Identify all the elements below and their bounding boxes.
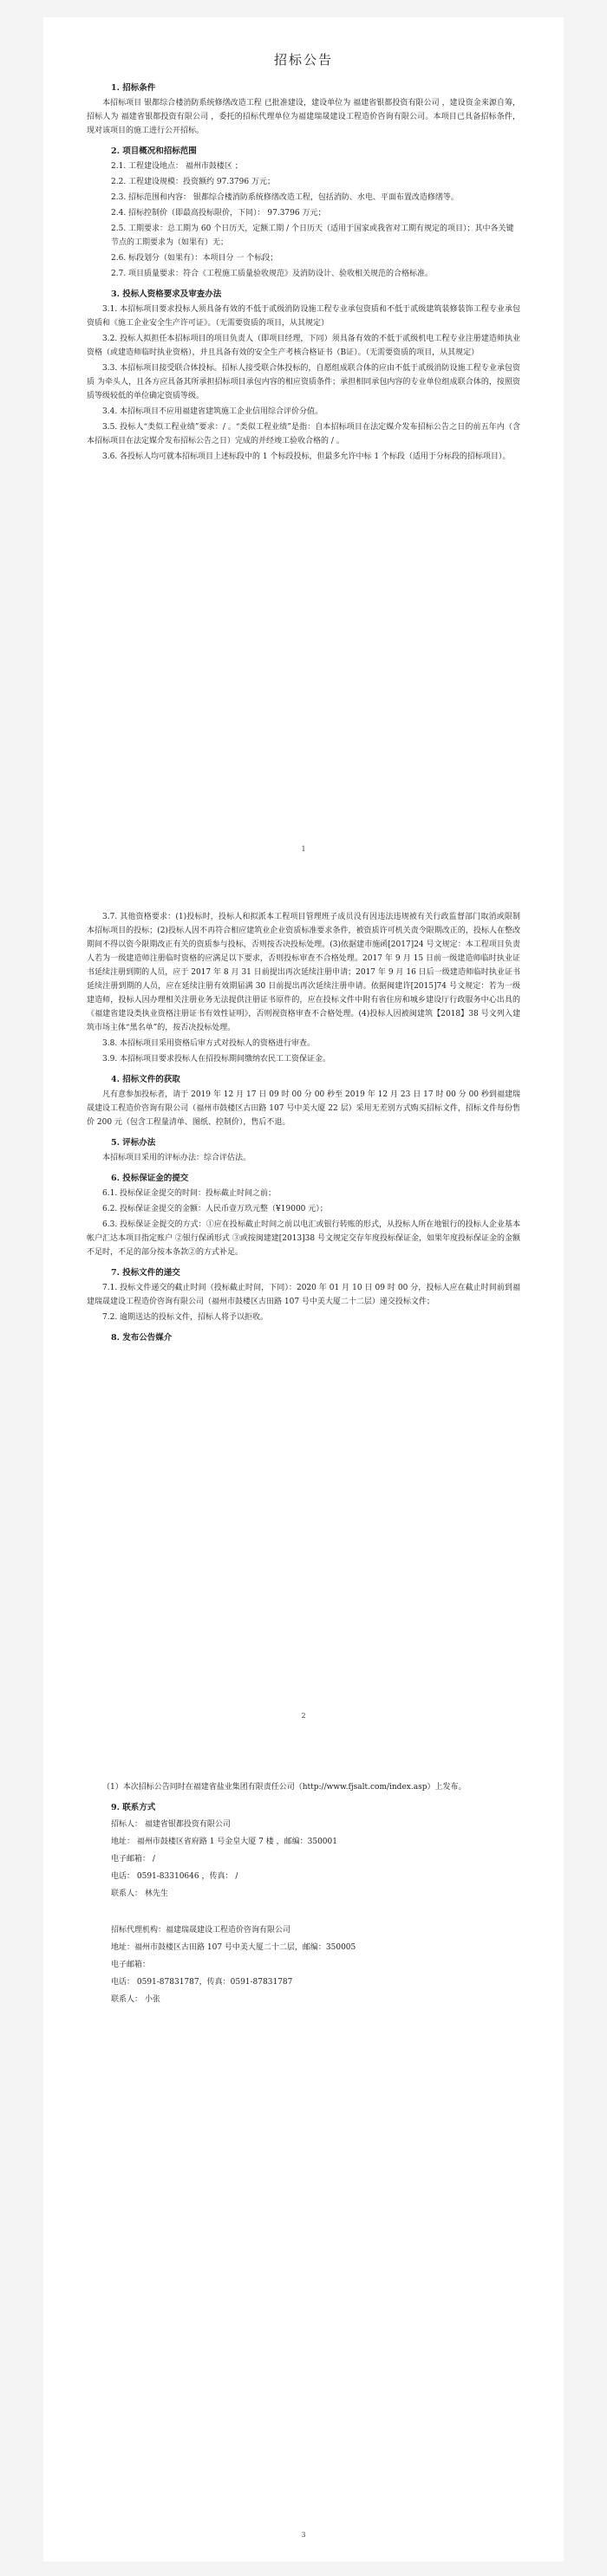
- tenderer-address: 地址： 福州市鼓楼区省府路 1 号金皇大厦 7 楼 ，邮编：350001: [111, 1838, 337, 1846]
- tenderer-contact: 联系人： 林先生: [111, 1890, 168, 1898]
- section-1-text: 本招标项目 银都综合楼消防系统修缮改造工程 已批准建设，建设单位为 福建省银都投资有限公司 ，建设资金来源自筹，招标人为 福建省银都投资有限公司 ，委托的招标代理单位为福建瑞晟建设工程造价咨询有限公司。本项目已具备招标条件，现对该项目的施工进行公开招标。: [87, 99, 520, 135]
- agent-contact: 联系人： 小张: [111, 1995, 160, 2004]
- section-5-heading: 5. 评标办法: [111, 1138, 156, 1148]
- item-3-4: 3.4. 本招标项目不应用福建省建筑施工企业信用综合评价分值。: [102, 407, 323, 416]
- section-4-text: 凡有意参加投标者，请于 2019 年 12 月 17 日 09 时 00 分 00 秒至 2019 年 12 月 23 日 17 时 00 分 00 秒到福建瑞晟建设工程造价咨询有限公司（福州市鼓楼区古田路 107 号中美大厦 22 层）采用无差别方式购买招标文件，招标文件每份售价 200 元（包含工程量清单、图纸、控制价），售后不退。: [87, 1090, 520, 1127]
- item-3-9: 3.9. 本招标项目要求投标人在招投标期间缴纳农民工工资保证金。: [102, 1055, 331, 1064]
- page-3: [43, 1742, 564, 2561]
- agent-phone: 电话： 0591-87831787，传真：0591-87831787: [111, 1978, 293, 1987]
- item-2-7: 2.7. 项目质量要求：符合《工程施工质量验收规范》及消防设计、验收相关规范的合格标准。: [111, 270, 434, 278]
- agent-name: 招标代理机构：福建瑞晟建设工程造价咨询有限公司: [111, 1926, 291, 1935]
- media-text: （1）本次招标公告同时在福建省盐业集团有限责任公司（http://www.fjsalt.com/index.asp）上发布。: [102, 1783, 467, 1792]
- item-3-7: 3.7. 其他资格要求：(1)投标时，投标人和拟派本工程项目管理班子成员没有因违法违规被有关行政监督部门取消或限制本招标项目的投标；(2)投标人因不再符合相应建筑业企业资质标准要求条件，被资质许可机关责令限期改正的，投标人在整改期间不得以资今限期改正有关的资质参与投标，否则按否决投标处理。(3)依据建市施函[2017]24 号文规定：本工程项目负责人若为一级建造师注册临时资格的应满足以下要求，否则投标审查不合格处理。2017 年 9 月 15 日前一级建造师临时执业证书延续注册到期的人员，应于 2017 年 8 月 31 日前提出再次延续注册申请；2017 年 9 月 16 日后一级建造师临时执业证书延续注册到期的人员，应在延续注册有效期届满 30 日前提出再次延续注册申请。依据闽建许[2015]74 号文规定：若为一级建造师，投标人因办理相关注册业务无法提供注册证书原件的，应在投标文件中附有省住房和城乡建设厅行政服务中心出具的《福建省建设类执业资格注册证书有效性证明》，否则视资格审查不合格处理。(4)投标人因被闽建筑【2018】38 号文列入建筑市场主体“黑名单”的，按否决投标处理。: [87, 913, 520, 1032]
- item-3-1: 3.1. 本招标项目要求投标人须具备有效的不低于贰级消防设施工程专业承包资质和不低于贰级建筑装修装饰工程专业承包资质和《施工企业安全生产许可证》。（无需要资质的项目，从其规定）: [87, 305, 520, 328]
- section-4-heading: 4. 招标文件的获取: [111, 1075, 180, 1084]
- page-1: [43, 17, 564, 875]
- section-3-heading: 3. 投标人资格要求及审查办法: [111, 289, 222, 299]
- item-2-2: 2.2. 工程建设规模：投资额约 97.3796 万元；: [111, 178, 275, 186]
- item-7-1: 7.1. 投标文件递交的截止时间（投标截止时间，下同）：2020 年 01 月 10 日 09 时 00 分，投标人应在截止时间前到福建瑞晟建设工程造价咨询有限公司（福州市鼓楼区古田路 107 号中美大厦二十二层）递交投标文件；: [87, 1284, 520, 1306]
- item-2-5: 2.5. 工期要求：总工期为 60 个日历天，定额工期 / 个日历天（适用于国家或我省对工期有规定的项目）；其中各关键节点的工期要求为（如果有）无；: [111, 224, 514, 247]
- item-3-3: 3.3. 本招标项目接受联合体投标。招标人接受联合体投标的，自愿组成联合体的应由不低于贰级消防设施工程专业承包资质 为牵头人，且各方应具备其所承担招标项目承包内容的相应资质条件；承担相同承包内容的专业单位组成联合体的，按照资质等级较低的单位确定资质等级。: [87, 364, 520, 400]
- item-2-4: 2.4. 招标控制价（即最高投标限价，下同）： 97.3796 万元；: [111, 209, 326, 218]
- tenderer-name: 招标人： 福建省银都投资有限公司: [111, 1820, 231, 1829]
- item-3-2: 3.2. 投标人拟担任本招标项目的项目负责人（即项目经理，下同）须具备有效的不低于贰级机电工程专业注册建造师执业资格（或建造师临时执业资格），并且具备有效的安全生产考核合格证书（B证）。（无需要资质的项目，从其规定）: [87, 335, 520, 357]
- item-6-1: 6.1. 投标保证金提交的时间：投标截止时间之前；: [102, 1189, 277, 1198]
- agent-email: 电子邮箱：: [111, 1961, 151, 1969]
- page-number: 1: [301, 845, 306, 853]
- section-8-heading: 8. 发布公告媒介: [111, 1333, 173, 1343]
- item-6-2: 6.2. 投标保证金提交的金额：人民币壹万玖元整（¥19000 元）；: [102, 1205, 328, 1213]
- item-2-3: 2.3. 招标范围和内容： 银都综合楼消防系统修缮改造工程，包括消防、水电、平面布置改造修缮等。: [111, 193, 459, 202]
- item-3-8: 3.8. 本招标项目采用资格后审方式对投标人的资格进行审查。: [102, 1039, 316, 1048]
- document-title: 招标公告: [273, 52, 333, 68]
- item-2-1: 2.1. 工程建设地点： 福州市鼓楼区 ；: [111, 162, 243, 171]
- section-6-heading: 6. 投标保证金的提交: [111, 1174, 189, 1183]
- item-6-3: 6.3. 投标保证金提交的方式：①应在投标截止时间之前以电汇或银行转账的形式，从投标人所在地银行的投标人企业基本帐户汇达本项目指定账户 ②银行保函形式 ③或按闽建建[2013]38 号文规定交存年度投标保证金，如果年度投标保证金的金额不足时，不足的部分按本条款②的方式补足。: [87, 1220, 520, 1257]
- item-7-2: 7.2. 逾期送达的投标文件，招标人将予以拒收。: [102, 1313, 269, 1322]
- item-3-5: 3.5. 投标人“类似工程业绩”要求：/ 。“类似工程业绩”是指：自本招标项目在法定媒介发布招标公告之日的前五年内（含本招标项目在法定媒介发布招标公告之日）完成的并经竣工验收合格的 / 。: [87, 423, 520, 446]
- section-1-heading: 1. 招标条件: [111, 83, 156, 93]
- item-3-6: 3.6. 各投标人均可就本招标项目上述标段中的 1 个标段投标，但最多允许中标 1 个标段（适用于分标段的招标项目）。: [102, 452, 511, 461]
- item-2-6: 2.6. 标段划分（如果有）：本项目分 一 个标段；: [111, 254, 278, 263]
- section-2-heading: 2. 项目概况和招标范围: [111, 146, 197, 156]
- section-5-text: 本招标项目采用的评标办法：综合评估法。: [102, 1154, 251, 1162]
- section-7-heading: 7. 投标文件的递交: [111, 1268, 180, 1278]
- page-2: [43, 875, 564, 1742]
- page-number: 2: [301, 1712, 306, 1720]
- section-9-heading: 9. 联系方式: [111, 1803, 156, 1812]
- agent-address: 地址：福州市鼓楼区古田路 107 号中美大厦二十二层，邮编：350005: [111, 1943, 356, 1952]
- page-number: 3: [301, 2531, 306, 2539]
- tenderer-phone: 电话： 0591-83310646 ，传真： /: [111, 1872, 238, 1881]
- tenderer-email: 电子邮箱： /: [111, 1855, 155, 1864]
